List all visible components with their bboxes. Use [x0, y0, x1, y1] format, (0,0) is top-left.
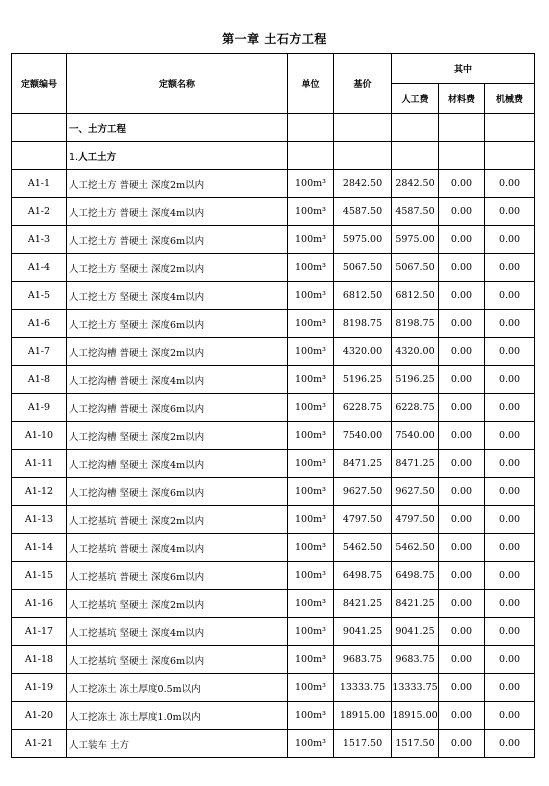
cell-machine: 0.00 [485, 282, 535, 310]
subsection-name: 人工土方 [78, 151, 117, 163]
cell-material: 0.00 [439, 422, 485, 450]
cell-labor: 4320.00 [392, 338, 439, 366]
cell-base-price: 6812.50 [334, 282, 392, 310]
table-row [12, 506, 535, 534]
cell-code: A1-9 [12, 394, 67, 422]
cell-name: 人工挖沟槽 普硬土 深度2m以内 [67, 338, 288, 366]
cell-labor: 6228.75 [392, 394, 439, 422]
cell-name: 人工挖沟槽 坚硬土 深度4m以内 [67, 450, 288, 478]
cell-machine: 0.00 [485, 506, 535, 534]
cell-labor: 7540.00 [392, 422, 439, 450]
cell-machine: 0.00 [485, 422, 535, 450]
cell-labor: 6498.75 [392, 562, 439, 590]
cell-machine: 0.00 [485, 646, 535, 674]
cell-labor: 5196.25 [392, 366, 439, 394]
cell-name: 人工挖土方 坚硬土 深度2m以内 [67, 254, 288, 282]
cell-unit: 100m³ [288, 450, 334, 478]
cell-unit: 100m³ [288, 226, 334, 254]
cell-name: 人工挖沟槽 坚硬土 深度2m以内 [67, 422, 288, 450]
cell-base-price: 7540.00 [334, 422, 392, 450]
cell-material: 0.00 [439, 702, 485, 730]
cell-labor: 9041.25 [392, 618, 439, 646]
cell-code: A1-16 [12, 590, 67, 618]
cell-name: 人工挖基坑 坚硬土 深度2m以内 [67, 590, 288, 618]
cell-base-price: 9627.50 [334, 478, 392, 506]
cell-unit: 100m³ [288, 562, 334, 590]
cell-code: A1-5 [12, 282, 67, 310]
header-code: 定额编号 [12, 54, 67, 114]
cell-labor: 9627.50 [392, 478, 439, 506]
cell-labor: 13333.75 [392, 674, 439, 702]
cell-base-price: 5975.00 [334, 226, 392, 254]
section-title: 一、土方工程 [67, 114, 288, 142]
cell-material: 0.00 [439, 590, 485, 618]
cell-unit: 100m³ [288, 394, 334, 422]
cell-machine: 0.00 [485, 254, 535, 282]
cell-material: 0.00 [439, 310, 485, 338]
cell-machine: 0.00 [485, 198, 535, 226]
cell-code: A1-13 [12, 506, 67, 534]
cell-base-price: 6498.75 [334, 562, 392, 590]
cell-machine: 0.00 [485, 534, 535, 562]
table-row [12, 590, 535, 618]
cell-machine: 0.00 [485, 702, 535, 730]
cell-material: 0.00 [439, 478, 485, 506]
cell-material: 0.00 [439, 534, 485, 562]
cell-code: A1-19 [12, 674, 67, 702]
cell-unit: 100m³ [288, 730, 334, 758]
cell-machine: 0.00 [485, 338, 535, 366]
cell-name: 人工挖沟槽 坚硬土 深度6m以内 [67, 478, 288, 506]
cell-base-price: 4797.50 [334, 506, 392, 534]
header-labor: 人工费 [392, 84, 439, 114]
cell-material: 0.00 [439, 674, 485, 702]
table-row [12, 198, 535, 226]
cell-unit: 100m³ [288, 198, 334, 226]
cell-labor: 9683.75 [392, 646, 439, 674]
cell-machine: 0.00 [485, 310, 535, 338]
cell-labor: 4797.50 [392, 506, 439, 534]
cell-material: 0.00 [439, 170, 485, 198]
cell-labor: 18915.00 [392, 702, 439, 730]
cell-name: 人工挖冻土 冻土厚度0.5m以内 [67, 674, 288, 702]
cell-unit: 100m³ [288, 618, 334, 646]
cell-machine: 0.00 [485, 590, 535, 618]
cell-code: A1-14 [12, 534, 67, 562]
table-row [12, 618, 535, 646]
cell-code: A1-21 [12, 730, 67, 758]
table-row [12, 170, 535, 198]
cell-name: 人工挖基坑 普硬土 深度6m以内 [67, 562, 288, 590]
cell-material: 0.00 [439, 338, 485, 366]
cell-name: 人工挖基坑 普硬土 深度4m以内 [67, 534, 288, 562]
cell-name: 人工挖土方 普硬土 深度4m以内 [67, 198, 288, 226]
cell-base-price: 2842.50 [334, 170, 392, 198]
cell-unit: 100m³ [288, 422, 334, 450]
cell-base-price: 5462.50 [334, 534, 392, 562]
cell-labor: 8198.75 [392, 310, 439, 338]
cell-material: 0.00 [439, 730, 485, 758]
table-row [12, 702, 535, 730]
header-base-price: 基价 [334, 54, 392, 114]
subsection-title [67, 142, 288, 170]
header-name: 定额名称 [67, 54, 288, 114]
cell-unit: 100m³ [288, 366, 334, 394]
page-title: 第一章 土石方工程 [222, 32, 327, 46]
cell-labor: 8421.25 [392, 590, 439, 618]
table-row [12, 310, 535, 338]
cell-code: A1-2 [12, 198, 67, 226]
table-row [12, 254, 535, 282]
cell-material: 0.00 [439, 562, 485, 590]
cell-name: 人工挖基坑 普硬土 深度2m以内 [67, 506, 288, 534]
cell-labor: 5067.50 [392, 254, 439, 282]
section-row [12, 114, 535, 142]
table-row [12, 450, 535, 478]
cell-unit: 100m³ [288, 534, 334, 562]
cell-labor: 2842.50 [392, 170, 439, 198]
cell-unit: 100m³ [288, 590, 334, 618]
cell-labor: 4587.50 [392, 198, 439, 226]
cell-code: A1-12 [12, 478, 67, 506]
cell-code: A1-7 [12, 338, 67, 366]
cell-name: 人工挖基坑 坚硬土 深度4m以内 [67, 618, 288, 646]
cell-machine: 0.00 [485, 618, 535, 646]
cell-unit: 100m³ [288, 478, 334, 506]
cell-machine: 0.00 [485, 478, 535, 506]
cell-material: 0.00 [439, 366, 485, 394]
cell-unit: 100m³ [288, 506, 334, 534]
cell-material: 0.00 [439, 282, 485, 310]
cell-unit: 100m³ [288, 282, 334, 310]
cell-labor: 1517.50 [392, 730, 439, 758]
cell-labor: 8471.25 [392, 450, 439, 478]
cell-base-price: 5196.25 [334, 366, 392, 394]
cell-code: A1-18 [12, 646, 67, 674]
cell-material: 0.00 [439, 506, 485, 534]
cell-labor: 5462.50 [392, 534, 439, 562]
cell-code: A1-17 [12, 618, 67, 646]
cell-material: 0.00 [439, 646, 485, 674]
header-among: 其中 [392, 54, 535, 84]
cell-unit: 100m³ [288, 310, 334, 338]
cell-material: 0.00 [439, 394, 485, 422]
cell-base-price: 4320.00 [334, 338, 392, 366]
cell-name: 人工挖冻土 冻土厚度1.0m以内 [67, 702, 288, 730]
header-material: 材料费 [439, 84, 485, 114]
cell-unit: 100m³ [288, 254, 334, 282]
cell-material: 0.00 [439, 198, 485, 226]
table-row [12, 730, 535, 758]
table-row [12, 394, 535, 422]
cell-machine: 0.00 [485, 730, 535, 758]
cell-base-price: 8421.25 [334, 590, 392, 618]
subsection-number: 1. [69, 151, 79, 163]
cell-code: A1-6 [12, 310, 67, 338]
cell-base-price: 9683.75 [334, 646, 392, 674]
cell-unit: 100m³ [288, 338, 334, 366]
cell-machine: 0.00 [485, 394, 535, 422]
cell-code: A1-10 [12, 422, 67, 450]
cell-material: 0.00 [439, 226, 485, 254]
table-row [12, 478, 535, 506]
table-row [12, 646, 535, 674]
cell-name: 人工挖沟槽 普硬土 深度4m以内 [67, 366, 288, 394]
table-row [12, 338, 535, 366]
cell-machine: 0.00 [485, 450, 535, 478]
cell-name: 人工挖土方 普硬土 深度6m以内 [67, 226, 288, 254]
table-row [12, 562, 535, 590]
cell-machine: 0.00 [485, 674, 535, 702]
cell-base-price: 8471.25 [334, 450, 392, 478]
cell-code: A1-15 [12, 562, 67, 590]
cell-machine: 0.00 [485, 226, 535, 254]
cell-code: A1-3 [12, 226, 67, 254]
cell-material: 0.00 [439, 450, 485, 478]
cell-machine: 0.00 [485, 170, 535, 198]
table-row [12, 366, 535, 394]
cell-code: A1-11 [12, 450, 67, 478]
cell-unit: 100m³ [288, 702, 334, 730]
cell-name: 人工挖土方 坚硬土 深度6m以内 [67, 310, 288, 338]
cell-code: A1-20 [12, 702, 67, 730]
cell-base-price: 9041.25 [334, 618, 392, 646]
cell-name: 人工装车 土方 [67, 730, 288, 758]
subsection-row [12, 142, 535, 170]
cell-base-price: 13333.75 [334, 674, 392, 702]
cell-unit: 100m³ [288, 170, 334, 198]
header-machine: 机械费 [485, 84, 535, 114]
cell-unit: 100m³ [288, 646, 334, 674]
cell-base-price: 4587.50 [334, 198, 392, 226]
cell-material: 0.00 [439, 254, 485, 282]
cell-name: 人工挖土方 坚硬土 深度4m以内 [67, 282, 288, 310]
cell-machine: 0.00 [485, 366, 535, 394]
header-unit: 单位 [288, 54, 334, 114]
cell-base-price: 8198.75 [334, 310, 392, 338]
cell-base-price: 1517.50 [334, 730, 392, 758]
cell-material: 0.00 [439, 618, 485, 646]
cell-name: 人工挖沟槽 普硬土 深度6m以内 [67, 394, 288, 422]
table-row [12, 422, 535, 450]
quota-table [11, 53, 535, 758]
table-row [12, 282, 535, 310]
cell-unit: 100m³ [288, 674, 334, 702]
cell-labor: 5975.00 [392, 226, 439, 254]
cell-code: A1-1 [12, 170, 67, 198]
table-row [12, 226, 535, 254]
cell-base-price: 18915.00 [334, 702, 392, 730]
cell-labor: 6812.50 [392, 282, 439, 310]
cell-machine: 0.00 [485, 562, 535, 590]
cell-name: 人工挖基坑 坚硬土 深度6m以内 [67, 646, 288, 674]
table-row [12, 674, 535, 702]
cell-base-price: 6228.75 [334, 394, 392, 422]
cell-code: A1-4 [12, 254, 67, 282]
cell-code: A1-8 [12, 366, 67, 394]
cell-base-price: 5067.50 [334, 254, 392, 282]
cell-name: 人工挖土方 普硬土 深度2m以内 [67, 170, 288, 198]
table-row [12, 534, 535, 562]
